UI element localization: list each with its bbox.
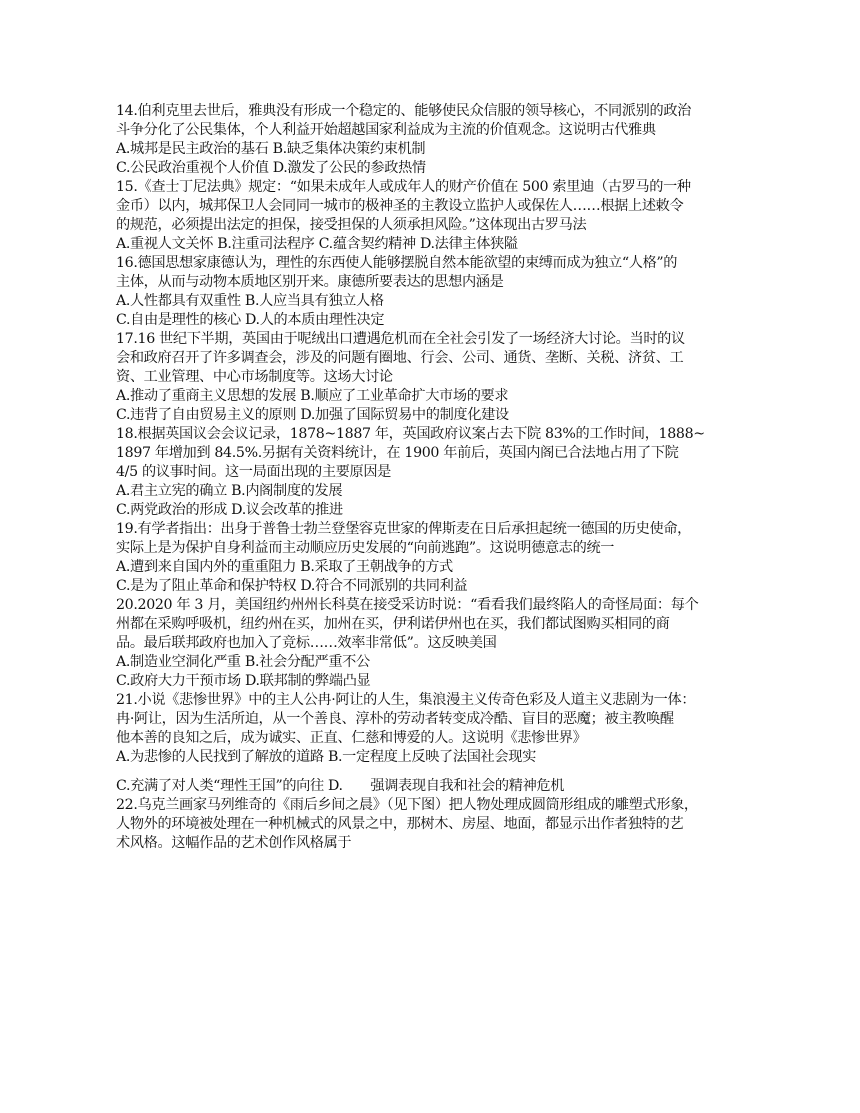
question-14-options-ab: A.城邦是民主政治的基石 B.缺乏集体决策约束机制 bbox=[116, 141, 426, 157]
question-17-options-cd: C.违背了自由贸易主义的原则 D.加强了国际贸易中的制度化建设 bbox=[116, 407, 509, 423]
question-22-stem-line-2: 人物外的环境被处理在一种机械式的风景之中，那树木、房屋、地面，都显示出作者独特的艺 bbox=[116, 816, 684, 832]
question-21-options-cd: C.充满了对人类“理性王国”的向往 D. 强调表现自我和社会的精神危机 bbox=[116, 778, 565, 794]
question-15 bbox=[116, 178, 746, 254]
question-14-options-cd: C.公民政治重视个人价值 D.激发了公民的参政热情 bbox=[116, 160, 426, 176]
question-22-stem-line-1: 22.乌克兰画家马列维奇的《雨后乡间之晨》（见下图）把人物处理成圆筒形组成的雕塑式形象， bbox=[116, 797, 698, 813]
question-20-options-ab: A.制造业空洞化严重 B.社会分配严重不公 bbox=[116, 654, 370, 670]
question-18-stem-line-1: 18.根据英国议会会议记录，1878~1887 年，英国政府议案占去下院 83%的工作时间，1888~ bbox=[116, 426, 705, 442]
question-14-stem-line-2: 斗争分化了公民集体，个人利益开始超越国家利益成为主流的价值观念。这说明古代雅典 bbox=[116, 122, 656, 138]
exam-page bbox=[116, 102, 746, 853]
question-17-stem-line-1: 17.16 世纪下半期，英国由于呢绒出口遭遇危机而在全社会引发了一场经济大讨论。当时的议 bbox=[116, 331, 685, 347]
question-20-stem-line-1: 20.2020 年 3 月，美国纽约州州长科莫在接受采访时说：“看看我们最终陷人的奇怪局面：每个 bbox=[116, 597, 699, 613]
question-19-options-ab: A.遭到来自国内外的重重阻力 B.采取了王朝战争的方式 bbox=[116, 559, 453, 575]
question-16-stem-line-2: 主体，从而与动物本质地区别开来。康德所要表达的思想内涵是 bbox=[116, 274, 504, 290]
question-22 bbox=[116, 777, 746, 853]
question-19-options-cd: C.是为了阻止革命和保护特权 D.符合不同派别的共同利益 bbox=[116, 578, 468, 594]
question-16 bbox=[116, 254, 746, 330]
question-19-stem-line-1: 19.有学者指出：出身于普鲁士勃兰登堡容克世家的俾斯麦在日后承担起统一德国的历史使命， bbox=[116, 521, 692, 537]
question-18-stem-line-3: 4/5 的议事时间。这一局面出现的主要原因是 bbox=[116, 464, 392, 480]
question-15-stem-line-2: 金币）以内，城邦保卫人会同同一城市的极神圣的主教设立监护人或保佐人……根据上述敕令 bbox=[116, 198, 684, 214]
question-18-stem-line-2: 1897 年增加到 84.5%.另据有关资料统计，在 1900 年前后，英国内阁已合法地占用了下院 bbox=[116, 445, 679, 461]
question-21-stem-line-2: 冉·阿让，因为生活所迫，从一个善良、淳朴的劳动者转变成冷酷、盲目的恶魔；被主教唤醒 bbox=[116, 711, 674, 727]
question-17-options-ab: A.推动了重商主义思想的发展 B.顺应了工业革命扩大市场的要求 bbox=[116, 388, 509, 404]
question-17-stem-line-3: 资、工业管理、中心市场制度等。这场大讨论 bbox=[116, 369, 393, 385]
question-22-stem-line-3: 术风格。这幅作品的艺术创作风格属于 bbox=[116, 835, 352, 851]
question-20-stem-line-3: 品。最后联邦政府也加入了竞标……效率非常低”。这反映美国 bbox=[116, 635, 497, 651]
question-19-stem-line-2: 实际上是为保护自身利益而主动顺应历史发展的“向前逃跑”。这说明德意志的统一 bbox=[116, 540, 615, 556]
question-14 bbox=[116, 102, 746, 178]
paragraph-gap bbox=[116, 767, 746, 777]
question-17 bbox=[116, 330, 746, 425]
question-21-stem-line-3: 他本善的良知之后，成为诚实、正直、仁慈和博爱的人。这说明《悲惨世界》 bbox=[116, 730, 587, 746]
question-14-stem-line-1: 14.伯利克里去世后，雅典没有形成一个稳定的、能够使民众信服的领导核心，不同派别的政治 bbox=[116, 103, 692, 119]
question-16-options-cd: C.自由是理性的核心 D.人的本质由理性决定 bbox=[116, 312, 385, 328]
question-18-options-ab: A.君主立宪的确立 B.内阁制度的发展 bbox=[116, 483, 343, 499]
question-15-stem-line-3: 的规范，必须提出法定的担保，接受担保的人须承担风险。”这体现出古罗马法 bbox=[116, 217, 587, 233]
question-16-options-ab: A.人性都具有双重性 B.人应当具有独立人格 bbox=[116, 293, 384, 309]
question-15-options: A.重视人文关怀 B.注重司法程序 C.蕴含契约精神 D.法律主体狭隘 bbox=[116, 236, 518, 252]
question-21-options-ab: A.为悲惨的人民找到了解放的道路 B.一定程度上反映了法国社会现实 bbox=[116, 749, 536, 765]
question-20-options-cd: C.政府大力干预市场 D.联邦制的弊端凸显 bbox=[116, 673, 371, 689]
question-17-stem-line-2: 会和政府召开了许多调查会，涉及的问题有圈地、行会、公司、通货、垄断、关税、济贫、工 bbox=[116, 350, 684, 366]
question-21 bbox=[116, 691, 746, 767]
question-18-options-cd: C.两党政治的形成 D.议会改革的推进 bbox=[116, 502, 343, 518]
question-20-stem-line-2: 州都在采购呼吸机，纽约州在买，加州在买，伊利诺伊州也在买，我们都试图购买相同的商 bbox=[116, 616, 670, 632]
question-16-stem-line-1: 16.德国思想家康德认为，理性的东西使人能够摆脱自然本能欲望的束缚而成为独立“人格”的 bbox=[116, 255, 678, 271]
question-21-stem-line-1: 21.小说《悲惨世界》中的主人公冉·阿让的人生，集浪漫主义传奇色彩及人道主义悲剧为一体： bbox=[116, 692, 696, 708]
question-18 bbox=[116, 425, 746, 520]
question-20 bbox=[116, 596, 746, 691]
question-19 bbox=[116, 520, 746, 596]
question-15-stem-line-1: 15.《查士丁尼法典》规定：“如果未成年人或成年人的财产价值在 500 索里迪（古罗马的一种 bbox=[116, 179, 691, 195]
